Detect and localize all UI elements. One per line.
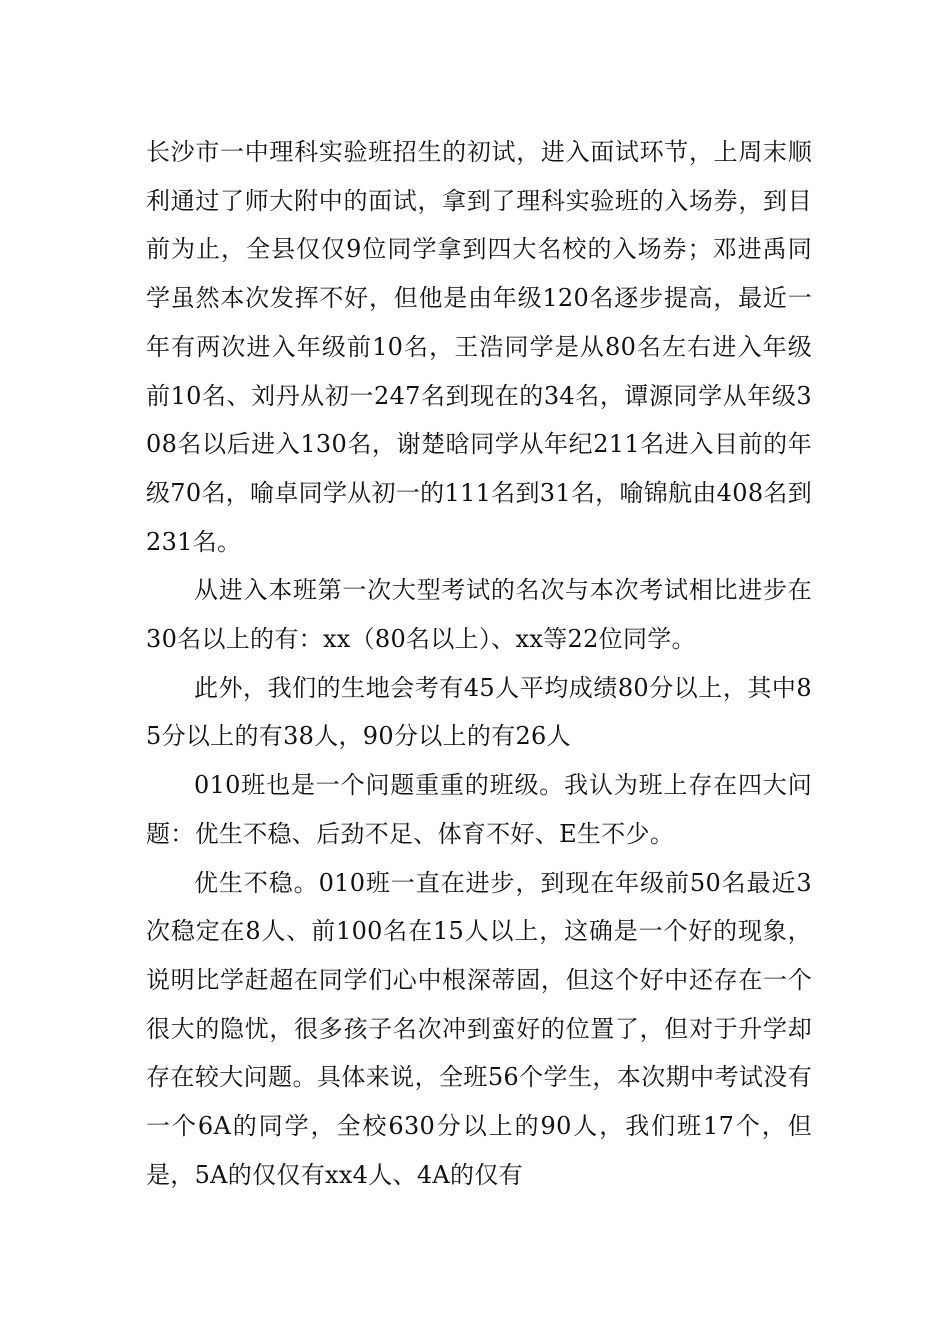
paragraph-1: 长沙市一中理科实验班招生的初试，进入面试环节，上周末顺利通过了师大附中的面试，拿到了理科实验班的入场券，到目前为止，全县仅仅9位同学拿到四大名校的入场券；邓进禹同学虽然本次发挥不好，但他是由年级120名逐步提高，最近一年有两次进入年级前10名，王浩同学是从80名左右进入年级前10名、刘丹从初一247名到现在的34名，谭源同学从年级308名以后进入130名，谢楚晗同学从年纪211名进入目前的年级70名，喻卓同学从初一的111名到31名，喻锦航由408名到231名。	[146, 138, 812, 556]
document-body	[146, 128, 812, 1199]
paragraph-5: 优生不稳。010班一直在进步，到现在年级前50名最近3次稳定在8人、前100名在15人以上，这确是一个好的现象，说明比学赶超在同学们心中根深蒂固，但这个好中还存在一个很大的隐忧，很多孩子名次冲到蛮好的位置了，但对于升学却存在较大问题。具体来说，全班56个学生，本次期中考试没有一个6A的同学，全校630分以上的90人，我们班17个，但是，5A的仅仅有xx4人、4A的仅有	[146, 868, 812, 1189]
paragraph-4: 010班也是一个问题重重的班级。我认为班上存在四大问题：优生不稳、后劲不足、体育不好、E生不少。	[146, 771, 812, 848]
paragraph-3: 此外，我们的生地会考有45人平均成绩80分以上，其中85分以上的有38人，90分以上的有26人	[146, 673, 812, 751]
paragraph-2: 从进入本班第一次大型考试的名次与本次考试相比进步在30名以上的有：xx（80名以上）、xx等22位同学。	[146, 576, 812, 654]
